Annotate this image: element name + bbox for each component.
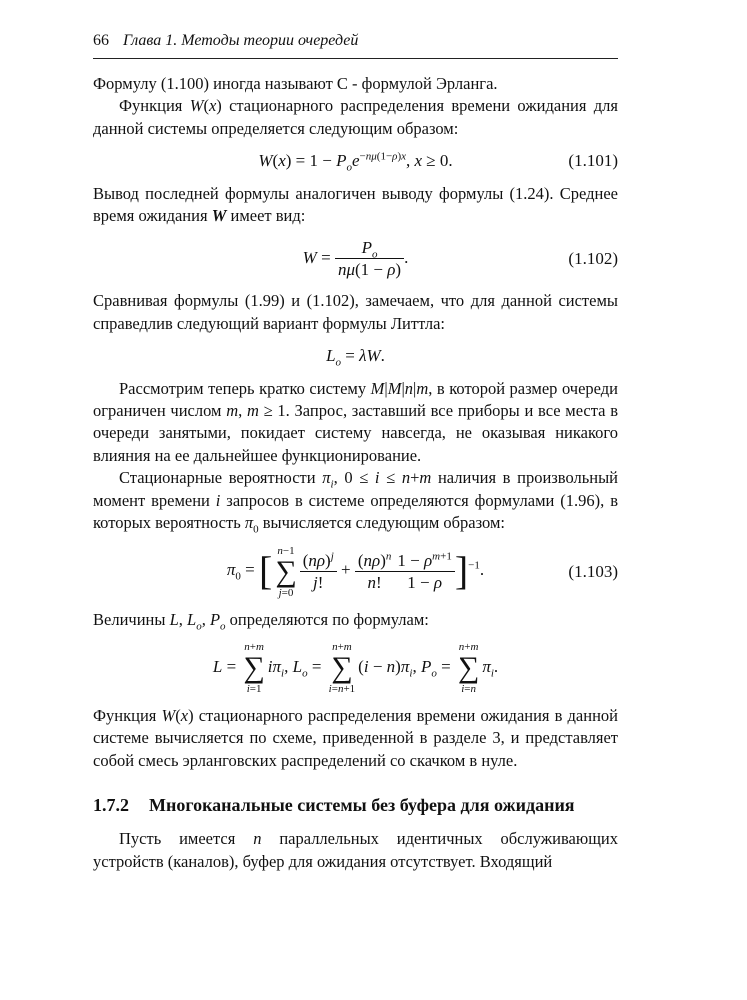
paragraph-stationary-probabilities: Стационарные вероятности $\pi_i$, 0 ≤ i ≤ n+m наличия в произвольный момент времени i запросов в системе определяются формулами (1.96), в которых вероятность $\pi_0$ вычисляется следующим образом: (93, 468, 619, 536)
paragraph-waiting-function: Функция W(x) стационарного распределения времени ожидания для данной системы определяется следующим образом: (93, 96, 618, 138)
equation-1-103 (93, 545, 618, 599)
equation-number-1-101: (1.101) (568, 151, 618, 171)
formula-little: $L_o = \lambda W$. (326, 346, 385, 369)
paragraph-erlang-c: Формулу (1.100) иногда называют C - формулой Эрланга. (93, 74, 498, 93)
formula-sums: L = n+m ∑ i=1 $i\pi_i$, $L_o$ = n+m ∑ i=n+1 $(i - n)\pi_i$, $P_o$ = n+m ∑ i=n $\pi_i$. (212, 640, 499, 695)
paragraph-quantities: Величины L, $L_o$, $P_o$ определяются по формулам: (93, 609, 429, 632)
paragraph-mean-waiting: Вывод последней формулы аналогичен выводу формулы (1.24). Среднее время ожидания W имеет вид: (93, 183, 618, 226)
formula-1-101: $W(x) = 1 - P_oe^{-n\mu(1-\rho)x}$, x ≥ 0. (258, 150, 453, 174)
formula-1-103: $\pi_0$ = [ n−1 ∑ j=0 $\frac{(n\rho)^j}{j!}$ + $\frac{(n\rho)^n}{n!}$ $\frac{1 - \rho^{m+1}}{1 - \rho}$ ]$^{-1}$. (226, 544, 485, 599)
page-number: 66 (93, 32, 109, 49)
equation-little (93, 345, 618, 367)
section-number: 1.7.2 (93, 795, 129, 816)
running-title: Глава 1. Методы теории очередей (123, 32, 359, 49)
equation-sums (93, 641, 618, 695)
page (93, 30, 618, 873)
paragraph-little-formula: Сравнивая формулы (1.99) и (1.102), замечаем, что для данной системы справедлив следующий вариант формулы Литтла: (93, 291, 618, 333)
equation-number-1-103: (1.103) (568, 561, 618, 581)
section-title: Многоканальные системы без буфера для ожидания (149, 795, 575, 816)
equation-1-102 (93, 237, 618, 280)
section-heading (93, 794, 618, 816)
header-rule (93, 58, 618, 59)
paragraph-erlang-mixture: Функция W(x) стационарного распределения времени ожидания в данной системе вычисляется по схеме, приведенной в разделе 3, и представляет собой смесь эрланговских распределений со скачком в нуле. (93, 705, 618, 770)
equation-1-101 (93, 150, 618, 172)
paragraph-mmnm-system: Рассмотрим теперь кратко систему M|M|n|m, в которой размер очереди ограничен числом m, m ≥ 1. Запрос, заставший все приборы и все места в очереди занятыми, покидает систему навсегда, не оказывая никакого влияния на ее дальнейшее функционирование. (93, 378, 619, 465)
running-header (93, 30, 618, 56)
paragraph-no-buffer: Пусть имеется n параллельных идентичных обслуживающих устройств (каналов), буфер для ожидания отсутствует. Входящий (93, 829, 618, 871)
formula-1-102: W = $\frac{P_o}{n\mu(1 - \rho)}$ . (302, 238, 409, 280)
equation-number-1-102: (1.102) (568, 248, 618, 268)
